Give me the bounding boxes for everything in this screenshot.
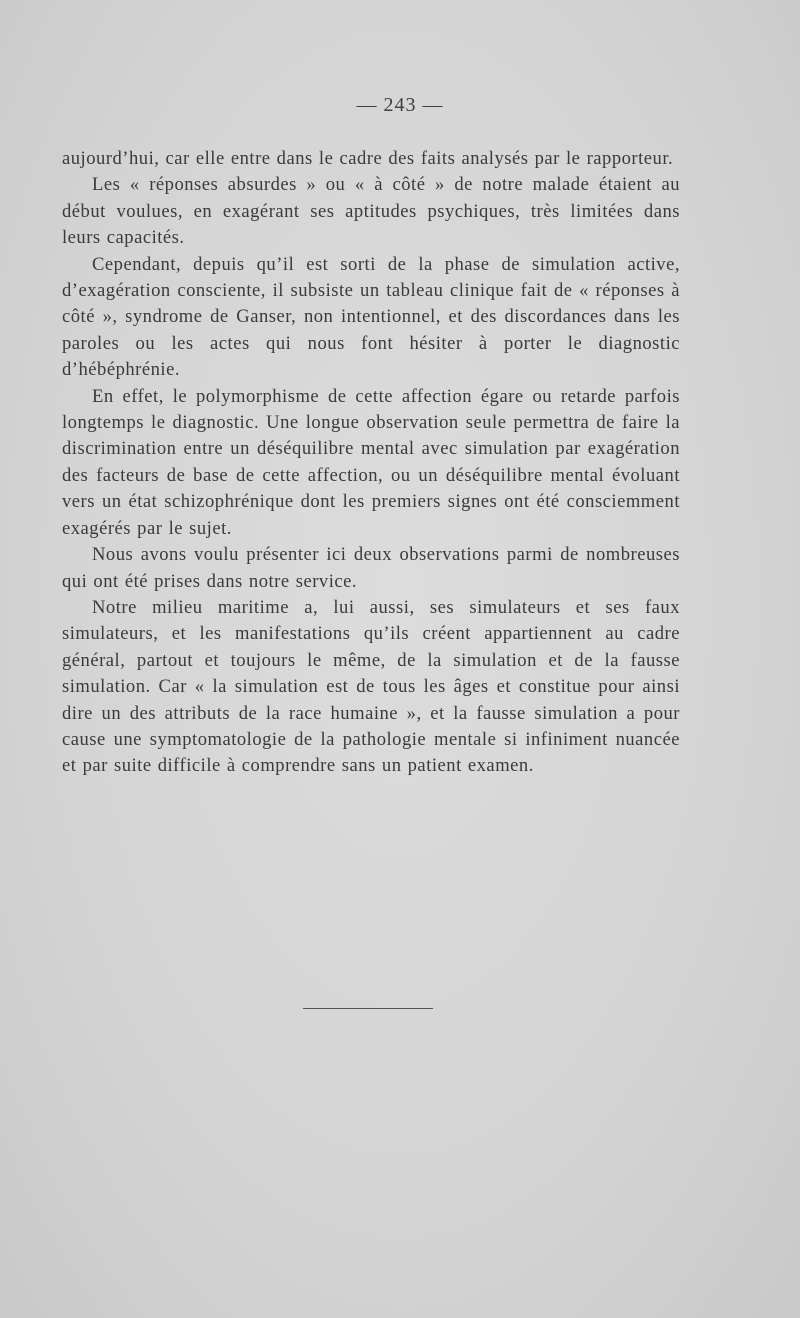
body-text bbox=[62, 146, 680, 780]
page-number: — 243 — bbox=[356, 94, 444, 116]
paragraph-maritime-milieu: Notre milieu maritime a, lui aussi, ses simulateurs et ses faux simulateurs, et les manifestations qu’ils créent appartiennent au cadre général, partout et toujours le même, de la simulation et de la fausse simulation. Car « la simulation est de tous les âges et constitue pour ainsi dire un des attributs de la race humaine », et la fausse simulation a pour cause une symptomatologie de la pathologie mentale si infiniment nuancée et par suite difficile à comprendre sans un patient examen. bbox=[62, 596, 680, 777]
paragraph-ganser-syndrome: Cependant, depuis qu’il est sorti de la phase de simulation active, d’exagération consciente, il subsiste un tableau clinique fait de « réponses à côté », syndrome de Ganser, non intentionnel, et des discordances dans les paroles ou les actes qui nous font hésiter à porter le diagnostic d’hébéphrénie. bbox=[62, 253, 680, 381]
paragraph-absurd-answers: Les « réponses absurdes » ou « à côté » de notre malade étaient au début voulues, en exagérant ses aptitudes psychiques, très limitées dans leurs capacités. bbox=[62, 174, 680, 249]
paragraph-polymorphism: En effet, le polymorphisme de cette affection égare ou retarde parfois longtemps le diagnostic. Une longue observation seule permettra de faire la discrimination entre un déséquilibre mental avec simulation par exagération des facteurs de base de cette affection, ou un déséquilibre mental évoluant vers un état schizophrénique dont les premiers signes ont été consciemment exagérés par le sujet. bbox=[62, 385, 680, 539]
paragraph-continuation: aujourd’hui, car elle entre dans le cadre des faits analysés par le rapporteur. bbox=[62, 148, 674, 169]
section-end-rule bbox=[303, 1008, 433, 1009]
paragraph-observations: Nous avons voulu présenter ici deux observations parmi de nombreuses qui ont été prises dans notre service. bbox=[62, 544, 680, 592]
